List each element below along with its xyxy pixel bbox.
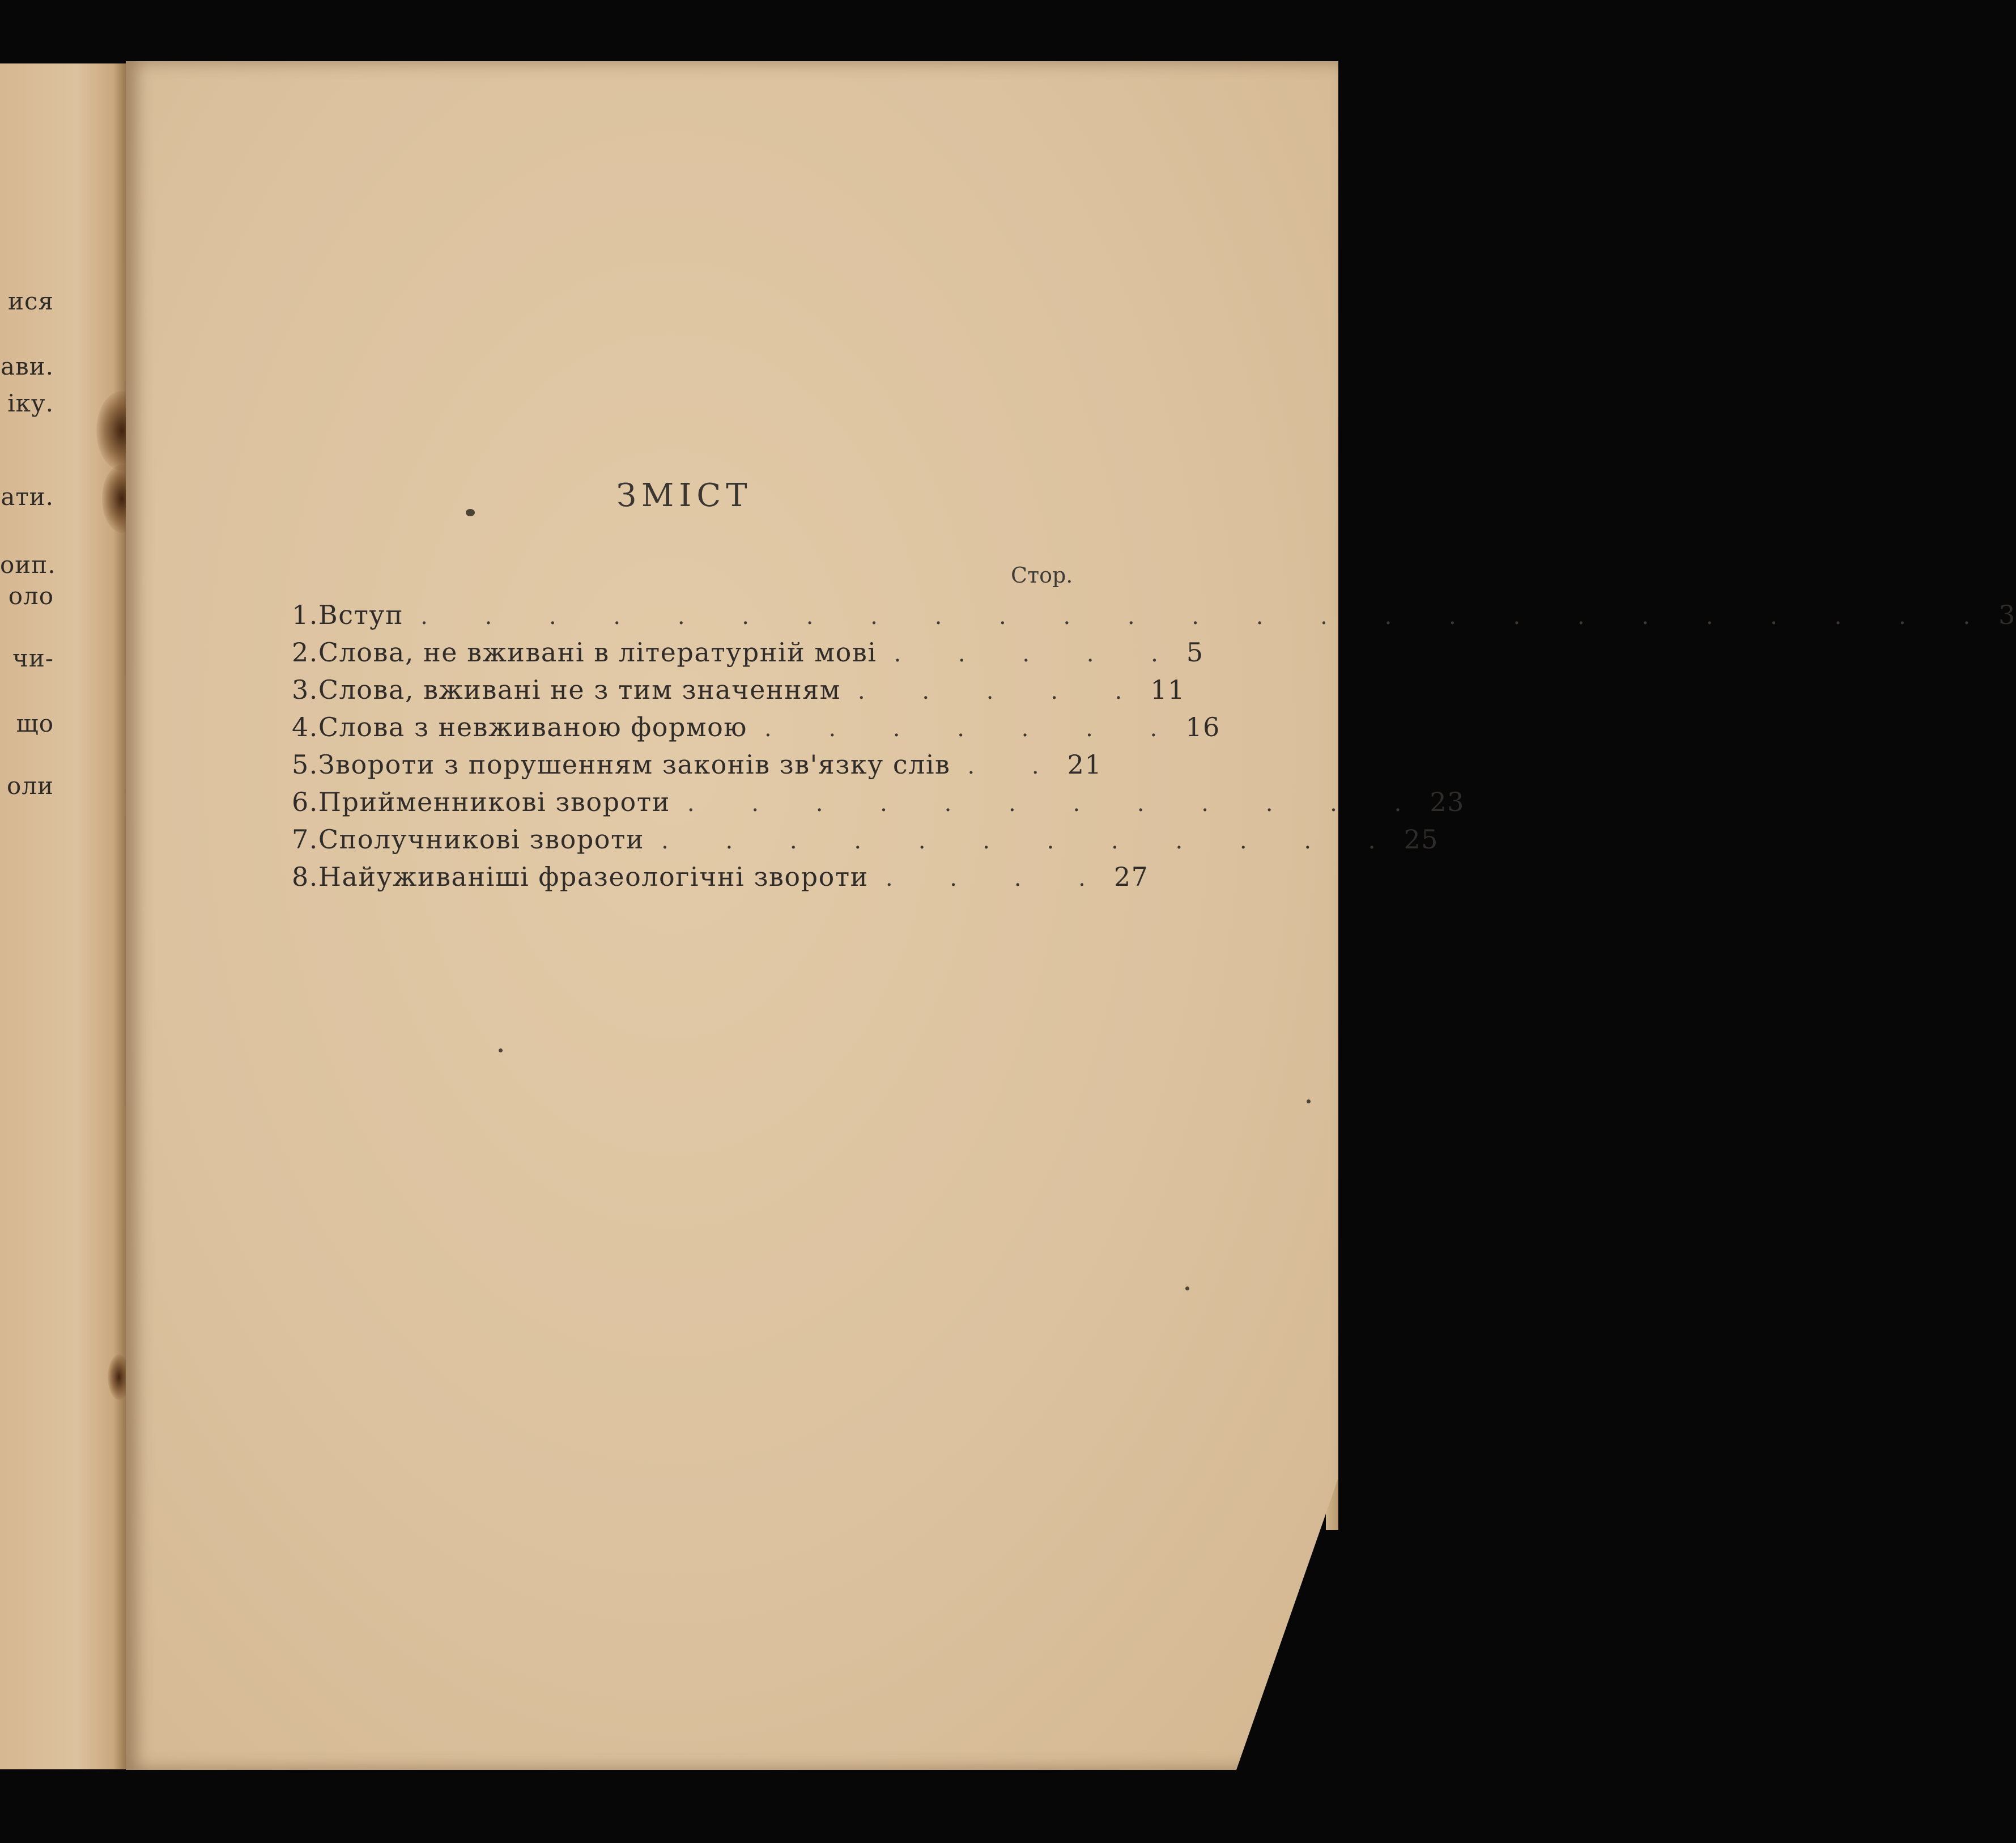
toc-leader-dots: . . . . . . . . . . . . [687, 791, 1427, 817]
toc-entry [292, 861, 1149, 899]
toc-entry-title: Сполучникові звороти [318, 824, 645, 855]
toc-entry-number: 5. [292, 749, 318, 780]
toc-entry [292, 787, 1465, 824]
paper-speck [499, 1048, 503, 1052]
toc-entry [292, 637, 1204, 674]
toc-entry-title: Вступ [318, 600, 404, 630]
toc-leader-dots: . . . . . . . [764, 716, 1183, 742]
contents-page [126, 61, 1338, 1770]
toc-entry-page: 25 [1403, 824, 1439, 855]
toc-entry-title: Слова, вживані не з тим значенням [318, 674, 841, 705]
toc-entry-title: Звороти з порушенням законів зв'язку слів [318, 749, 951, 780]
toc-entry-page: 5 [1186, 637, 1204, 668]
previous-page-fragment: іку. [7, 389, 54, 417]
previous-page-fragment: ися [7, 287, 54, 315]
toc-entry-number: 4. [292, 712, 318, 742]
page-column-label: Стор. [1011, 563, 1073, 588]
toc-entry [292, 674, 1185, 712]
previous-page-fragment: оло [8, 582, 54, 610]
toc-leader-dots: . . [967, 753, 1064, 779]
toc-entry-number: 2. [292, 637, 318, 668]
toc-entry [292, 749, 1103, 787]
toc-entry-number: 3. [292, 674, 318, 705]
toc-entry-number: 7. [292, 824, 318, 855]
toc-entry-number: 6. [292, 787, 318, 817]
toc-leader-dots: . . . . . [857, 678, 1147, 704]
toc-entry-page: 23 [1430, 787, 1465, 817]
toc-entry [292, 824, 1439, 861]
toc-entry-page: 3 [1998, 600, 2016, 630]
toc-entry-page: 27 [1113, 861, 1149, 892]
previous-page-fragment: ати. [1, 483, 54, 511]
toc-entry-title: Слова з невживаною формою [318, 712, 747, 742]
previous-page-fragment: ави. [0, 353, 54, 380]
toc-entry [292, 712, 1220, 749]
toc-leader-dots: . . . . . [894, 641, 1183, 667]
page-title: ЗМІСТ [616, 477, 752, 514]
toc-entry-title: Найуживаніші фразеологічні звороти [318, 861, 869, 892]
toc-leader-dots: . . . . . . . . . . . . [661, 828, 1401, 854]
toc-entry-title: Слова, не вживані в літературній мові [318, 637, 877, 668]
paper-speck [1307, 1099, 1311, 1103]
toc-leader-dots: . . . . [885, 865, 1111, 891]
paper-speck [1185, 1286, 1189, 1290]
previous-page-fragment: чи- [12, 644, 54, 672]
toc-entry [292, 600, 2016, 637]
previous-page [0, 63, 129, 1769]
toc-entry-number: 1. [292, 600, 318, 630]
paper-speck [466, 509, 475, 516]
toc-entry-number: 8. [292, 861, 318, 892]
previous-page-fragment: оип. [0, 551, 56, 579]
toc-leader-dots: . . . . . . . . . . . . . . . . . . . . . . . . . [420, 604, 1996, 630]
toc-entry-title: Прийменникові звороти [318, 787, 670, 817]
toc-entry-page: 16 [1185, 712, 1220, 742]
previous-page-fragment: що [16, 710, 54, 737]
toc-entry-page: 11 [1150, 674, 1185, 705]
toc-entry-page: 21 [1067, 749, 1103, 780]
previous-page-fragment: оли [7, 772, 54, 800]
